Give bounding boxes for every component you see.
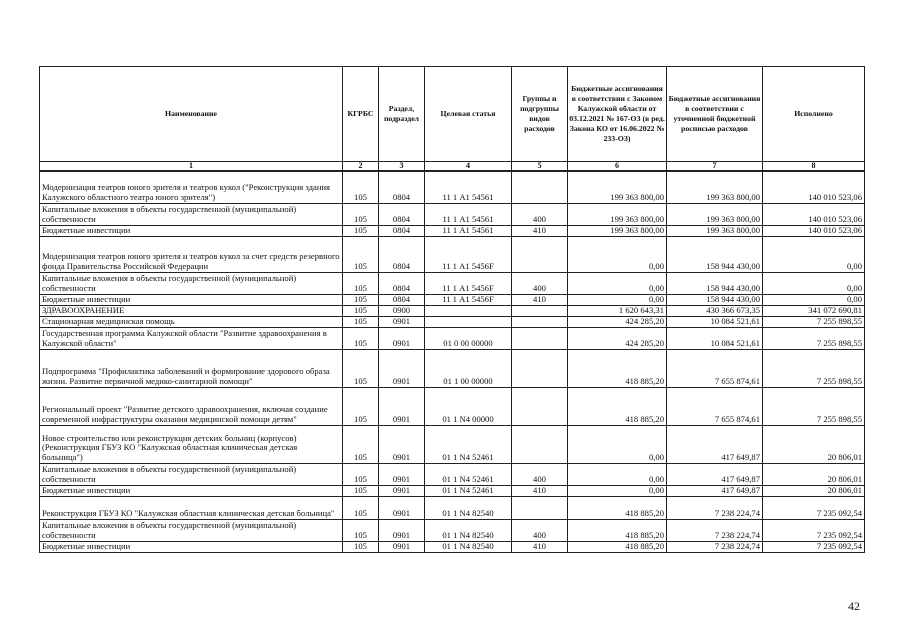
row-expense-group: 410: [512, 225, 568, 236]
row-name: ЗДРАВООХРАНЕНИЕ: [40, 305, 343, 316]
row-kgrbs: 105: [343, 236, 379, 272]
table-row: [40, 272, 865, 294]
row-refined-allocation: 7 238 224,74: [667, 519, 763, 541]
row-executed: 341 072 690,81: [763, 305, 865, 316]
row-expense-group: [512, 316, 568, 327]
row-kgrbs: 105: [343, 349, 379, 387]
row-section: 0804: [379, 203, 425, 225]
row-executed: 140 010 523,06: [763, 225, 865, 236]
row-executed: 7 235 092,54: [763, 519, 865, 541]
row-expense-group: 410: [512, 485, 568, 496]
row-refined-allocation: 7 655 874,61: [667, 349, 763, 387]
table-row: [40, 496, 865, 519]
row-name: Капитальные вложения в объекты государственной (муниципальной) собственности: [40, 203, 343, 225]
table-row: [40, 171, 865, 203]
row-target-article: 11 1 А1 54561: [425, 171, 512, 203]
row-executed: 140 010 523,06: [763, 203, 865, 225]
column-number-row: [40, 162, 865, 172]
col-number: 5: [512, 162, 568, 172]
table-row: [40, 463, 865, 485]
row-kgrbs: 105: [343, 496, 379, 519]
budget-table: [39, 66, 865, 553]
row-expense-group: [512, 496, 568, 519]
row-section: 0901: [379, 349, 425, 387]
row-name: Реконструкция ГБУЗ КО "Калужская областная клиническая детская больница": [40, 496, 343, 519]
row-expense-group: 410: [512, 541, 568, 552]
row-executed: 140 010 523,06: [763, 171, 865, 203]
row-law-allocation: 199 363 800,00: [568, 203, 667, 225]
row-refined-allocation: 158 944 430,00: [667, 294, 763, 305]
row-target-article: 11 1 А1 5456F: [425, 272, 512, 294]
row-name: Модернизация театров юного зрителя и театров кукол ("Реконструкция здания Калужского областного театра юного зрителя"): [40, 171, 343, 203]
row-name: Новое строительство или реконструкция детских больниц (корпусов) (Реконструкция ГБУЗ КО "Калужская областная клиническая детская больница"): [40, 425, 343, 463]
row-executed: 7 255 898,55: [763, 327, 865, 349]
row-expense-group: 400: [512, 272, 568, 294]
row-section: 0901: [379, 496, 425, 519]
row-name: Бюджетные инвестиции: [40, 541, 343, 552]
row-expense-group: [512, 425, 568, 463]
row-refined-allocation: 10 084 521,61: [667, 316, 763, 327]
row-law-allocation: 424 285,20: [568, 327, 667, 349]
row-kgrbs: 105: [343, 294, 379, 305]
row-law-allocation: 0,00: [568, 425, 667, 463]
col-number: 3: [379, 162, 425, 172]
col-number: 2: [343, 162, 379, 172]
header-row: [40, 67, 865, 162]
row-section: 0901: [379, 463, 425, 485]
row-expense-group: [512, 236, 568, 272]
row-section: 0901: [379, 327, 425, 349]
row-target-article: 01 1 N4 82540: [425, 541, 512, 552]
row-target-article: 11 1 А1 5456F: [425, 294, 512, 305]
row-law-allocation: 0,00: [568, 463, 667, 485]
table-row: [40, 203, 865, 225]
row-target-article: 01 1 N4 52461: [425, 425, 512, 463]
row-kgrbs: 105: [343, 272, 379, 294]
row-refined-allocation: 7 655 874,61: [667, 387, 763, 425]
row-expense-group: [512, 387, 568, 425]
row-expense-group: 400: [512, 519, 568, 541]
row-law-allocation: 1 620 643,31: [568, 305, 667, 316]
row-expense-group: 400: [512, 203, 568, 225]
row-section: 0804: [379, 225, 425, 236]
row-refined-allocation: 199 363 800,00: [667, 225, 763, 236]
row-refined-allocation: 199 363 800,00: [667, 203, 763, 225]
row-kgrbs: 105: [343, 519, 379, 541]
row-expense-group: [512, 349, 568, 387]
row-name: Бюджетные инвестиции: [40, 485, 343, 496]
row-refined-allocation: 417 649,87: [667, 463, 763, 485]
row-refined-allocation: 417 649,87: [667, 485, 763, 496]
row-law-allocation: 418 885,20: [568, 349, 667, 387]
row-kgrbs: 105: [343, 541, 379, 552]
row-refined-allocation: 7 238 224,74: [667, 541, 763, 552]
row-name: Государственная программа Калужской области "Развитие здравоохранения в Калужской области": [40, 327, 343, 349]
row-kgrbs: 105: [343, 327, 379, 349]
header-executed: Исполнено: [763, 67, 865, 162]
row-target-article: 01 1 N4 52461: [425, 485, 512, 496]
row-section: 0901: [379, 387, 425, 425]
row-law-allocation: 418 885,20: [568, 496, 667, 519]
row-target-article: 01 1 N4 00000: [425, 387, 512, 425]
row-section: 0901: [379, 519, 425, 541]
row-refined-allocation: 158 944 430,00: [667, 236, 763, 272]
row-kgrbs: 105: [343, 485, 379, 496]
row-law-allocation: 418 885,20: [568, 541, 667, 552]
header-target-article: Целевая статья: [425, 67, 512, 162]
row-name: Модернизация театров юного зрителя и театров кукол за счет средств резервного фонда Правительства Российской Федерации: [40, 236, 343, 272]
row-refined-allocation: 417 649,87: [667, 425, 763, 463]
row-refined-allocation: 199 363 800,00: [667, 171, 763, 203]
header-refined-allocation: Бюджетные ассигнования в соответствии с уточненной бюджетной росписью расходов: [667, 67, 763, 162]
row-section: 0804: [379, 171, 425, 203]
row-executed: 20 806,01: [763, 485, 865, 496]
row-executed: 20 806,01: [763, 425, 865, 463]
row-kgrbs: 105: [343, 463, 379, 485]
header-section: Раздел, подраздел: [379, 67, 425, 162]
row-target-article: 01 1 N4 82540: [425, 519, 512, 541]
table-row: [40, 316, 865, 327]
row-executed: 0,00: [763, 236, 865, 272]
row-name: Капитальные вложения в объекты государственной (муниципальной) собственности: [40, 519, 343, 541]
row-law-allocation: 199 363 800,00: [568, 225, 667, 236]
row-target-article: [425, 305, 512, 316]
row-name: Капитальные вложения в объекты государственной (муниципальной) собственности: [40, 272, 343, 294]
row-expense-group: [512, 305, 568, 316]
row-section: 0901: [379, 485, 425, 496]
row-kgrbs: 105: [343, 203, 379, 225]
row-refined-allocation: 158 944 430,00: [667, 272, 763, 294]
row-refined-allocation: 10 084 521,61: [667, 327, 763, 349]
row-law-allocation: 418 885,20: [568, 519, 667, 541]
row-target-article: 11 1 А1 5456F: [425, 236, 512, 272]
row-law-allocation: 418 885,20: [568, 387, 667, 425]
row-target-article: 01 1 N4 82540: [425, 496, 512, 519]
row-law-allocation: 0,00: [568, 236, 667, 272]
table-row: [40, 485, 865, 496]
row-expense-group: 400: [512, 463, 568, 485]
row-name: Бюджетные инвестиции: [40, 294, 343, 305]
row-target-article: 11 1 А1 54561: [425, 203, 512, 225]
row-section: 0804: [379, 272, 425, 294]
table-row: [40, 294, 865, 305]
row-executed: 0,00: [763, 272, 865, 294]
row-section: 0901: [379, 316, 425, 327]
row-law-allocation: 199 363 800,00: [568, 171, 667, 203]
row-expense-group: 410: [512, 294, 568, 305]
row-executed: 7 235 092,54: [763, 541, 865, 552]
header-expense-group: Группы и подгруппы видов расходов: [512, 67, 568, 162]
row-executed: 7 255 898,55: [763, 349, 865, 387]
row-kgrbs: 105: [343, 425, 379, 463]
row-expense-group: [512, 171, 568, 203]
row-law-allocation: 0,00: [568, 485, 667, 496]
row-target-article: 11 1 А1 54561: [425, 225, 512, 236]
row-expense-group: [512, 327, 568, 349]
row-law-allocation: 0,00: [568, 294, 667, 305]
row-target-article: 01 1 00 00000: [425, 349, 512, 387]
row-section: 0804: [379, 294, 425, 305]
row-kgrbs: 105: [343, 171, 379, 203]
table-row: [40, 425, 865, 463]
row-refined-allocation: 7 238 224,74: [667, 496, 763, 519]
table-row: [40, 349, 865, 387]
header-law-allocation: Бюджетные ассигнования в соответствии с Законом Калужской области от 03.12.2021 № 167-ОЗ (в ред. Закона КО от 16.06.2022 № 233-ОЗ): [568, 67, 667, 162]
table-row: [40, 236, 865, 272]
col-number: 6: [568, 162, 667, 172]
table-row: [40, 519, 865, 541]
row-kgrbs: 105: [343, 225, 379, 236]
table-row: [40, 305, 865, 316]
col-number: 8: [763, 162, 865, 172]
row-section: 0804: [379, 236, 425, 272]
row-name: Региональный проект "Развитие детского здравоохранения, включая создание современной инфраструктуры оказания медицинской помощи детям": [40, 387, 343, 425]
header-kgrbs: КГРБС: [343, 67, 379, 162]
row-law-allocation: 0,00: [568, 272, 667, 294]
row-target-article: 01 0 00 00000: [425, 327, 512, 349]
row-law-allocation: 424 285,20: [568, 316, 667, 327]
row-name: Подпрограмма "Профилактика заболеваний и формирование здорового образа жизни. Развитие первичной медико-санитарной помощи": [40, 349, 343, 387]
row-section: 0900: [379, 305, 425, 316]
row-section: 0901: [379, 541, 425, 552]
header-name: Наименование: [40, 67, 343, 162]
col-number: 4: [425, 162, 512, 172]
row-section: 0901: [379, 425, 425, 463]
page-number: 42: [848, 599, 860, 613]
row-target-article: [425, 316, 512, 327]
row-name: Стационарная медицинская помощь: [40, 316, 343, 327]
col-number: 1: [40, 162, 343, 172]
row-refined-allocation: 430 366 673,35: [667, 305, 763, 316]
table-row: [40, 327, 865, 349]
table-row: [40, 387, 865, 425]
row-kgrbs: 105: [343, 316, 379, 327]
row-name: Капитальные вложения в объекты государственной (муниципальной) собственности: [40, 463, 343, 485]
col-number: 7: [667, 162, 763, 172]
table-row: [40, 225, 865, 236]
row-executed: 7 255 898,55: [763, 387, 865, 425]
row-kgrbs: 105: [343, 305, 379, 316]
table-row: [40, 541, 865, 552]
row-kgrbs: 105: [343, 387, 379, 425]
row-name: Бюджетные инвестиции: [40, 225, 343, 236]
row-executed: 7 235 092,54: [763, 496, 865, 519]
row-executed: 0,00: [763, 294, 865, 305]
row-executed: 20 806,01: [763, 463, 865, 485]
row-target-article: 01 1 N4 52461: [425, 463, 512, 485]
row-executed: 7 255 898,55: [763, 316, 865, 327]
